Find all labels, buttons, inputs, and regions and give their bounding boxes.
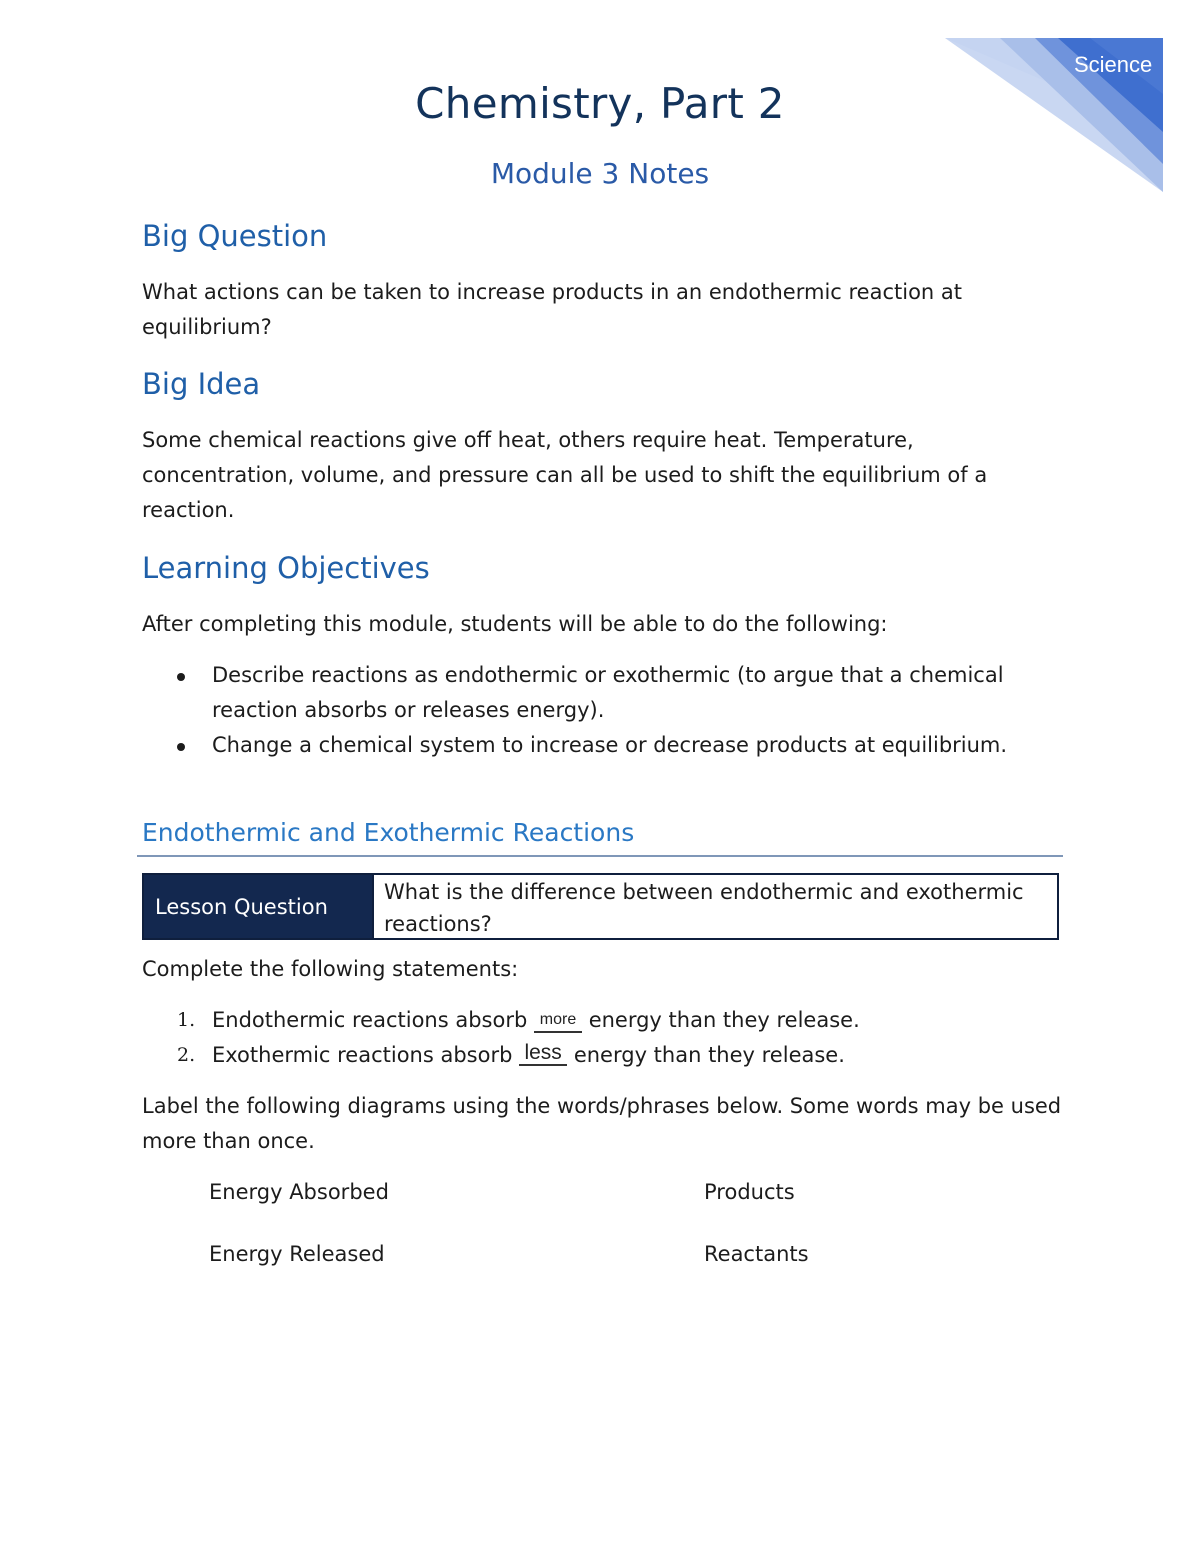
big-question-heading: Big Question <box>142 219 328 253</box>
list-item: Change a chemical system to increase or decrease products at equilibrium. <box>175 728 1035 763</box>
page-title: Chemistry, Part 2 <box>415 79 785 128</box>
subject-tab: Science <box>1074 52 1153 77</box>
lesson-question-text: What is the difference between endothermic and exothermic reactions? <box>372 875 1057 938</box>
section-divider <box>137 855 1063 857</box>
list-item: Describe reactions as endothermic or exothermic (to argue that a chemical reaction absorbs or releases energy). <box>175 658 1035 728</box>
big-idea-heading: Big Idea <box>142 367 261 401</box>
word-bank-item: Energy Released <box>209 1242 385 1266</box>
word-bank-item: Products <box>704 1180 795 1204</box>
word-bank-item: Energy Absorbed <box>209 1180 389 1204</box>
list-item: 1. Endothermic reactions absorb more energy than they release. <box>177 1008 860 1032</box>
big-idea-text: Some chemical reactions give off heat, others require heat. Temperature, concentration, volume, and pressure can all be used to shift the equilibrium of a reaction. <box>142 428 988 522</box>
section-heading: Endothermic and Exothermic Reactions <box>142 818 635 847</box>
lesson-question-table <box>142 873 1059 940</box>
statements-intro: Complete the following statements: <box>142 957 519 981</box>
list-item: 2. Exothermic reactions absorb less energy than they release. <box>177 1041 845 1067</box>
objectives-list <box>175 658 1035 763</box>
statements-list <box>175 1003 1055 1073</box>
lesson-question-label: Lesson Question <box>144 875 372 938</box>
label-instructions: Label the following diagrams using the words/phrases below. Some words may be used more than once. <box>142 1094 1062 1153</box>
word-bank-item: Reactants <box>704 1242 809 1266</box>
big-question-text: What actions can be taken to increase products in an endothermic reaction at equilibrium? <box>142 280 963 339</box>
bullet-icon <box>177 673 185 681</box>
answer-blank[interactable]: more <box>534 1009 582 1033</box>
objectives-intro: After completing this module, students will be able to do the following: <box>142 612 888 636</box>
answer-blank[interactable]: less <box>519 1042 567 1066</box>
page-subtitle: Module 3 Notes <box>490 157 710 190</box>
bullet-icon <box>177 743 185 751</box>
objectives-heading: Learning Objectives <box>142 551 430 585</box>
